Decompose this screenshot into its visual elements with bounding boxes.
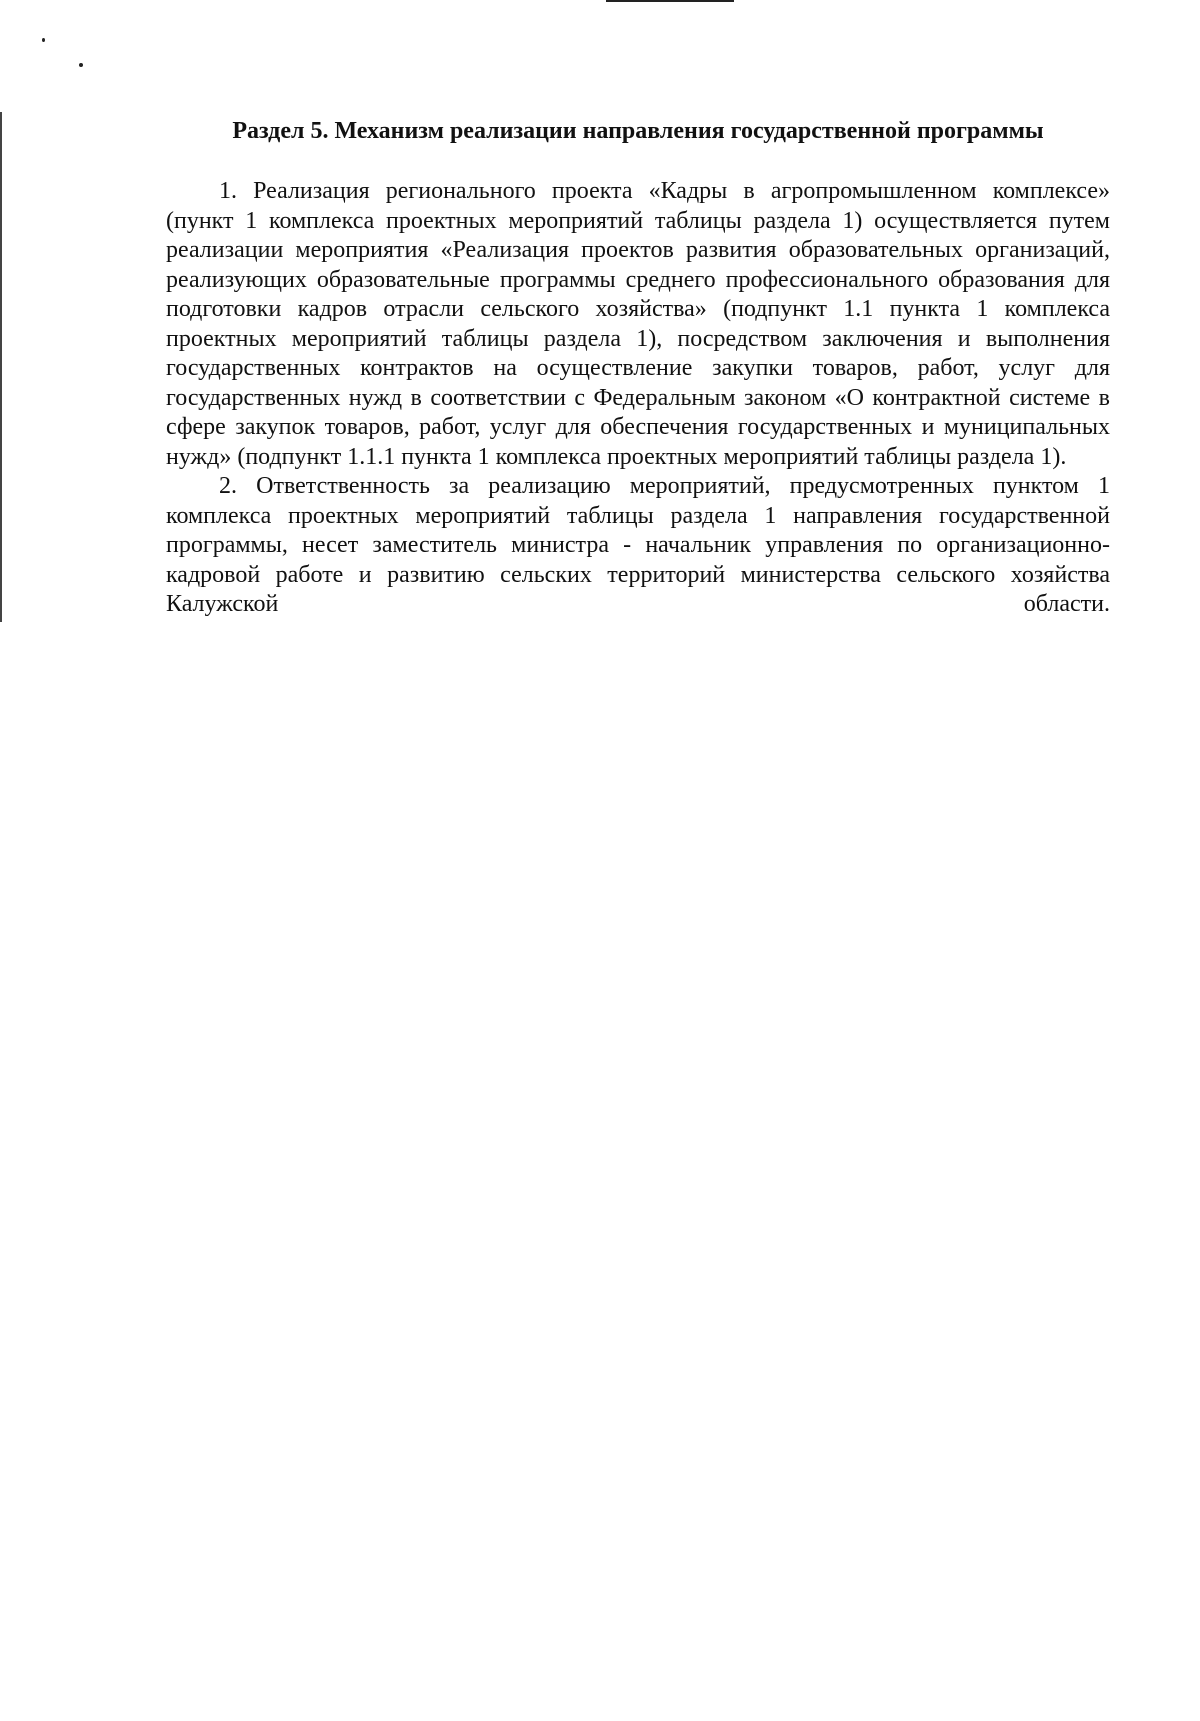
paragraph-1: 1. Реализация регионального проекта «Кадры в агропромышленном комплексе» (пункт 1 комплекса проектных мероприятий таблицы раздела 1) осуществляется путем реализации мероприятия «Реализация проектов развития образовательных организаций, реализующих образовательные программы среднего профессионального образования для подготовки кадров отрасли сельского хозяйства» (подпункт 1.1 пункта 1 комплекса проектных мероприятий таблицы раздела 1), посредством заключения и выполнения государственных контрактов на осуществление закупки товаров, работ, услуг для государственных нужд в соответствии с Федеральным законом «О контрактной системе в сфере закупок товаров, работ, услуг для обеспечения государственных и муниципальных нужд» (подпункт 1.1.1 пункта 1 комплекса проектных мероприятий таблицы раздела 1). (166, 178, 1110, 470)
top-edge-rule (606, 0, 734, 2)
scan-speck (79, 63, 83, 67)
paragraph-2: 2. Ответственность за реализацию мероприятий, предусмотренных пунктом 1 комплекса проектных мероприятий таблицы раздела 1 направления государственной программы, несет заместитель министра - начальник управления по организационно-кадровой работе и развитию сельских территорий министерства сельского хозяйства Калужской области. (166, 473, 1110, 617)
scan-edge-line (0, 112, 2, 622)
section-heading: Раздел 5. Механизм реализации направления государственной программы (232, 118, 1044, 144)
document-body (166, 177, 1110, 620)
scan-speck (42, 38, 45, 42)
